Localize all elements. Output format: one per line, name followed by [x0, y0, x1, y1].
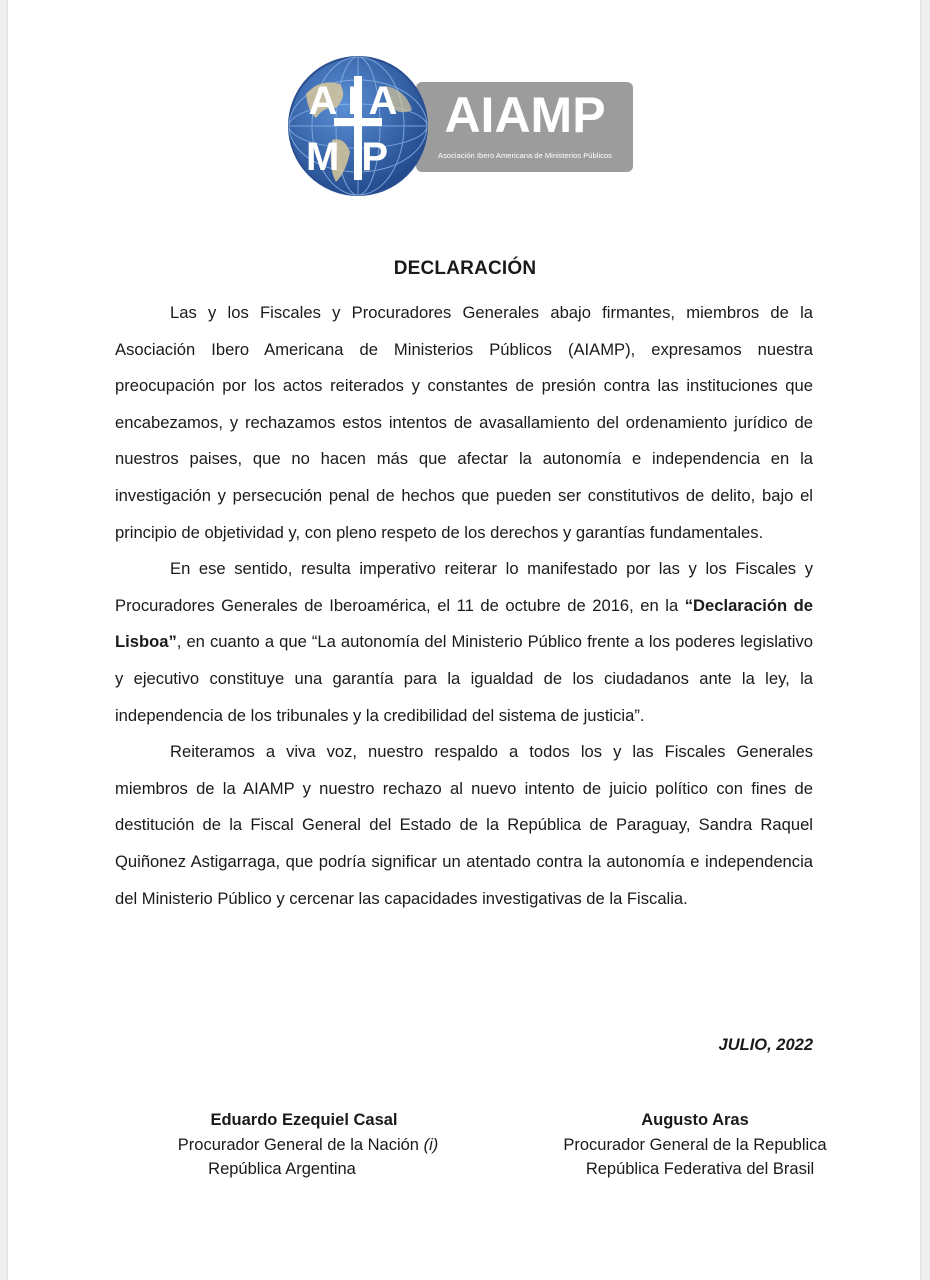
signatory-country: República Federativa del Brasil: [585, 1160, 815, 1178]
emblem-letters-bottom: MP: [306, 135, 410, 179]
signatory-name: Eduardo Ezequiel Casal: [210, 1111, 398, 1129]
signatory-name: Augusto Aras: [641, 1111, 749, 1129]
document-title: DECLARACIÓN: [393, 258, 537, 279]
emblem-letters-top: AIA: [308, 79, 408, 123]
signatory-title: Procurador General de la Nación (i): [177, 1135, 439, 1154]
paragraph-2-part2: , en cuanto a que “La autonomía del Ministerio Público frente a los poderes legislativo y ejecutivo constituye una garantía para la igualdad de los ciudadanos ante la ley, la independencia de los tribunales y la credibilidad del sistema de justicia”.: [115, 632, 813, 725]
paragraph-2: [115, 551, 813, 734]
document-date: JULIO, 2022: [718, 1036, 813, 1054]
paragraph-1: Las y los Fiscales y Procuradores Generales abajo firmantes, miembros de la Asociación Ibero Americana de Ministerios Públicos (AIAMP), expresamos nuestra preocupación por los actos reiterados y constantes de presión contra las instituciones que encabezamos, y rechazamos estos intentos de avasallamiento del ordenamiento jurídico de nuestros paises, que no hacen más que afectar la autonomía e independencia en la investigación y persecución penal de hechos que pueden ser constitutivos de delito, bajo el principio de objetividad y, con pleno respeto de los derechos y garantías fundamentales.: [115, 303, 813, 542]
signatory-country: República Argentina: [208, 1160, 356, 1178]
signatory-brazil: [550, 1108, 840, 1182]
logo-subtitle: Asociación Ibero Americana de Ministerios Públicos: [438, 151, 612, 160]
signatory-title: Procurador General de la Republica: [563, 1135, 827, 1154]
paragraph-2-part1: En ese sentido, resulta imperativo reiterar lo manifestado por las y los Fiscales y Procuradores Generales de Iberoamérica, el 11 de octubre de 2016, en la: [115, 559, 813, 615]
paragraph-3: Reiteramos a viva voz, nuestro respaldo a todos los y las Fiscales Generales miembros de la AIAMP y nuestro rechazo al nuevo intento de juicio político con fines de destitución de la Fiscal General del Estado de la República de Paraguay, Sandra Raquel Quiñonez Astigarraga, que podría significar un atentado contra la autonomía e independencia del Ministerio Público y cercenar las capacidades investigativas de la Fiscalia.: [115, 742, 813, 908]
logo-name: AIAMP: [444, 87, 606, 143]
lisbon-declaration-reference: “Declaración de Lisboa”: [115, 595, 814, 652]
aiamp-logo: [288, 56, 638, 198]
declaration-body: [115, 295, 813, 917]
interim-marker: (i): [423, 1135, 439, 1154]
signatory-argentina: [158, 1108, 458, 1182]
